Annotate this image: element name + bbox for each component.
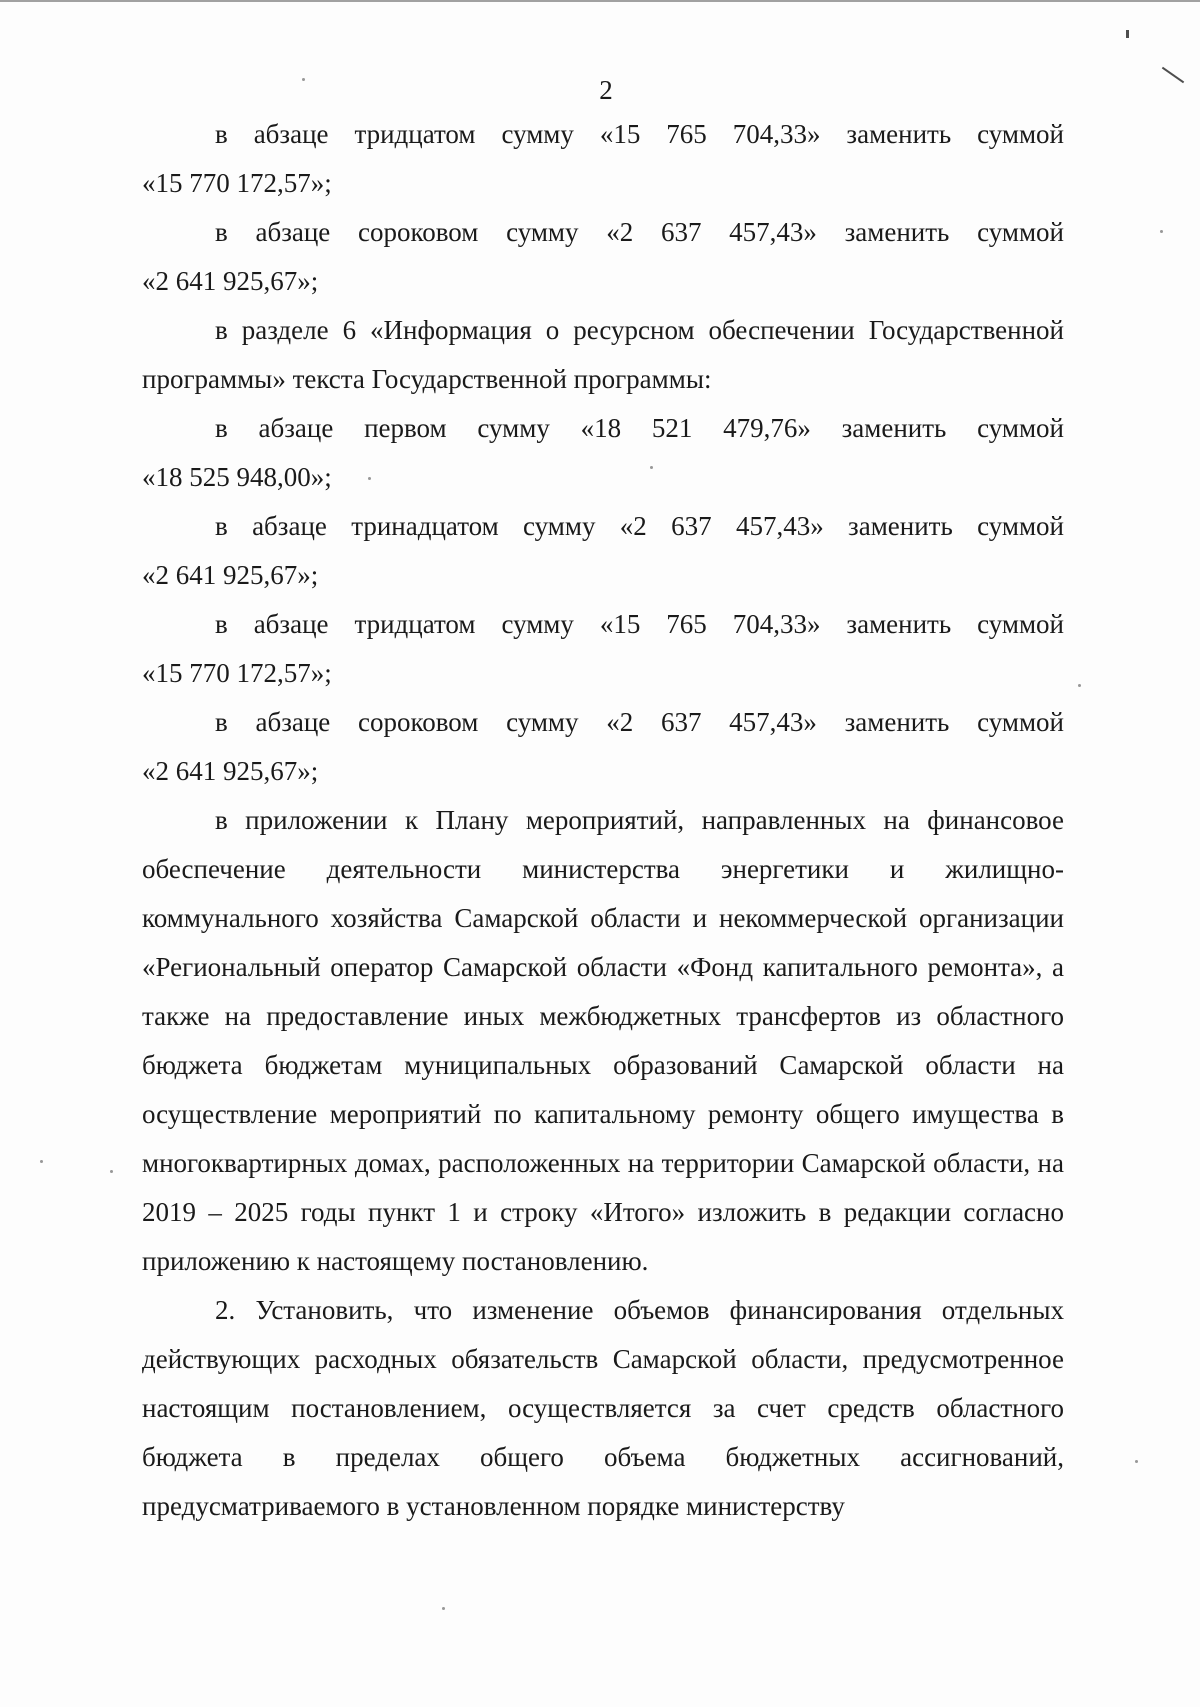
scan-speck <box>650 466 653 469</box>
paragraph-line: «2 641 925,67»; <box>142 266 319 296</box>
paragraph-amendment-30th-1 <box>142 110 1064 208</box>
paragraph-line: в абзаце тридцатом сумму «15 765 704,33» заменить суммой <box>215 119 1064 149</box>
paragraph-line: «15 770 172,57»; <box>142 168 332 198</box>
scan-speck <box>1160 230 1163 233</box>
paragraph-line: в абзаце сороковом сумму «2 637 457,43» заменить суммой <box>215 217 1064 247</box>
paragraph-section-6 <box>142 306 1064 404</box>
paragraph-line: в абзаце первом сумму «18 521 479,76» заменить суммой <box>215 413 1064 443</box>
document-body <box>142 110 1064 1531</box>
paragraph-line: «18 525 948,00»; <box>142 462 332 492</box>
scan-speck <box>1135 1460 1138 1463</box>
paragraph-item-2: 2. Установить, что изменение объемов финансирования отдельных действующих расходных обязательств Самарской области, предусмотренное настоящим постановлением, осуществляется за счет средств областного бюджета в пределах общего объема бюджетных ассигнований, предусматриваемого в установленном порядке министерству <box>142 1295 1064 1521</box>
paragraph-line: «2 641 925,67»; <box>142 560 319 590</box>
paragraph-line: «15 770 172,57»; <box>142 658 332 688</box>
paragraph-line: в разделе 6 «Информация о ресурсном обеспечении Государственной <box>215 315 1064 345</box>
paragraph-amendment-40th-1 <box>142 208 1064 306</box>
scan-speck <box>302 78 305 81</box>
paragraph-line: в абзаце тридцатом сумму «15 765 704,33» заменить суммой <box>215 609 1064 639</box>
paragraph-appendix-plan: в приложении к Плану мероприятий, направленных на финансовое обеспечение деятельности министерства энергетики и жилищно-коммунального хозяйства Самарской области и некоммерческой организации «Региональный оператор Самарской области «Фонд капитального ремонта», а также на предоставление иных межбюджетных трансфертов из областного бюджета бюджетам муниципальных образований Самарской области на осуществление мероприятий по капитальному ремонту общего имущества в многоквартирных домах, расположенных на территории Самарской области, на 2019 – 2025 годы пункт 1 и строку «Итого» изложить в редакции согласно приложению к настоящему постановлению. <box>142 805 1064 1276</box>
scan-speck <box>40 1160 43 1163</box>
page-number: 2 <box>599 75 613 105</box>
paragraph-line: в абзаце тринадцатом сумму «2 637 457,43» заменить суммой <box>215 511 1064 541</box>
paragraph-line: программы» текста Государственной программы: <box>142 364 712 394</box>
scan-speck <box>442 1607 445 1610</box>
scan-speck <box>110 1170 113 1173</box>
scan-speck <box>368 477 371 480</box>
scan-mark <box>1126 30 1129 38</box>
paragraph-amendment-1st <box>142 404 1064 502</box>
paragraph-amendment-13th <box>142 502 1064 600</box>
paragraph-line: в абзаце сороковом сумму «2 637 457,43» заменить суммой <box>215 707 1064 737</box>
scan-speck <box>1078 684 1081 687</box>
scan-top-edge <box>0 0 1200 2</box>
paragraph-line: «2 641 925,67»; <box>142 756 319 786</box>
paragraph-amendment-30th-2 <box>142 600 1064 698</box>
paragraph-amendment-40th-2 <box>142 698 1064 796</box>
